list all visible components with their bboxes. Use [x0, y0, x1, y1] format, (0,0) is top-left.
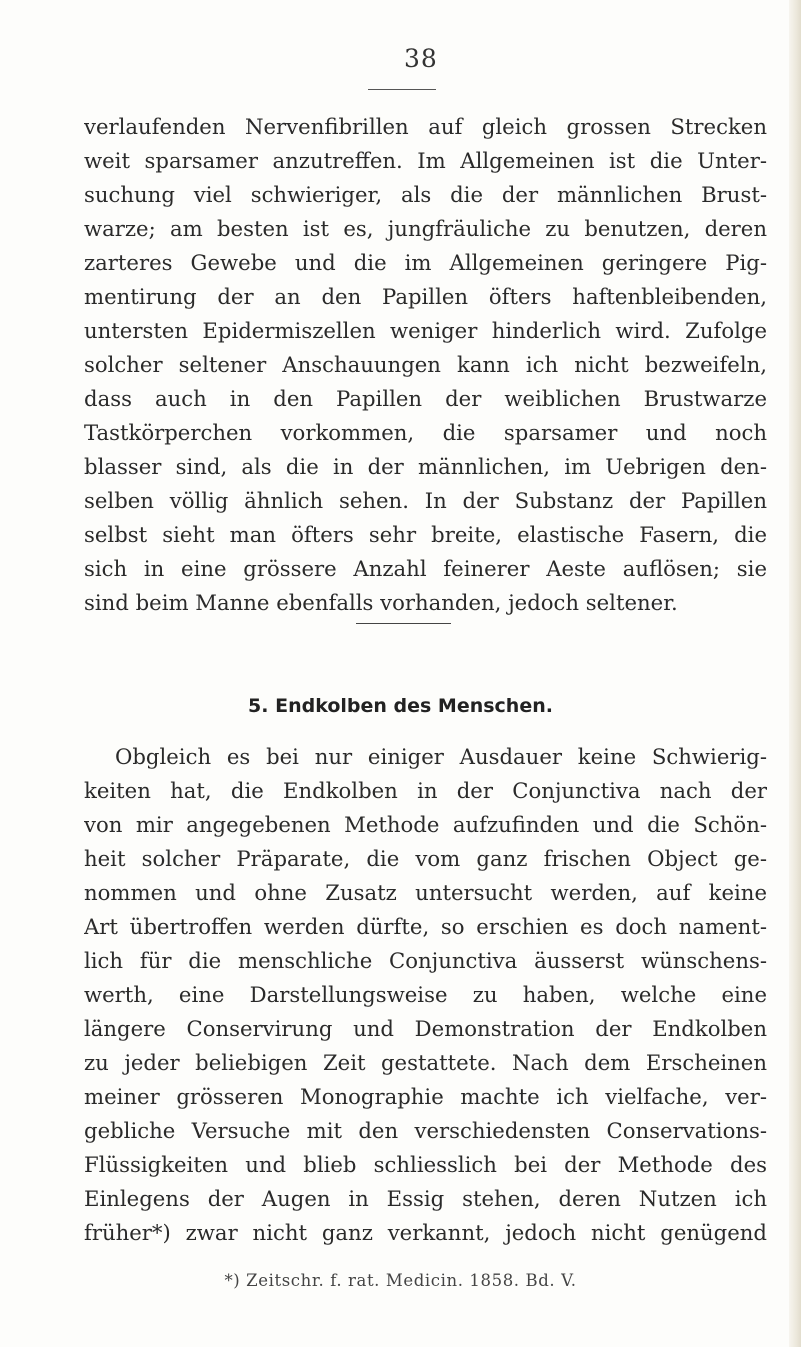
text-line: meiner grösseren Monographie machte ich vielfache, ver-: [84, 1084, 767, 1109]
text-line: sich in eine grössere Anzahl feinerer Aeste auflösen; sie: [84, 556, 767, 581]
text-line: weit sparsamer anzutreffen. Im Allgemeinen ist die Unter-: [84, 148, 767, 173]
text-line: heit solcher Präparate, die vom ganz frischen Object ge-: [84, 846, 767, 871]
text-line: solcher seltener Anschauungen kann ich nicht bezweifeln,: [84, 352, 767, 377]
text-line: Art übertroffen werden dürfte, so erschien es doch nament-: [84, 914, 767, 939]
text-line: Einlegens der Augen in Essig stehen, deren Nutzen ich: [84, 1186, 767, 1211]
text-line: mentirung der an den Papillen öfters haftenbleibenden,: [84, 284, 767, 309]
text-line: selben völlig ähnlich sehen. In der Substanz der Papillen: [84, 488, 767, 513]
text-line: nommen und ohne Zusatz untersucht werden, auf keine: [84, 880, 767, 905]
text-line: Flüssigkeiten und blieb schliesslich bei der Methode des: [84, 1152, 767, 1177]
text-line: Tastkörperchen vorkommen, die sparsamer und noch: [84, 420, 767, 445]
text-line: früher*) zwar nicht ganz verkannt, jedoch nicht genügend: [84, 1220, 767, 1245]
text-line: von mir angegebenen Methode aufzufinden und die Schön-: [84, 812, 767, 837]
text-line: werth, eine Darstellungsweise zu haben, welche eine: [84, 982, 767, 1007]
text-line: zu jeder beliebigen Zeit gestattete. Nach dem Erscheinen: [84, 1050, 767, 1075]
text-line: längere Conservirung und Demonstration der Endkolben: [84, 1016, 767, 1041]
text-line: selbst sieht man öfters sehr breite, elastische Fasern, die: [84, 522, 767, 547]
text-line: dass auch in den Papillen der weiblichen Brustwarze: [84, 386, 767, 411]
section-divider: [356, 623, 451, 624]
text-line: warze; am besten ist es, jungfräuliche zu benutzen, deren: [84, 216, 767, 241]
text-line: suchung viel schwieriger, als die der männlichen Brust-: [84, 182, 767, 207]
text-line: lich für die menschliche Conjunctiva äusserst wünschens-: [84, 948, 767, 973]
page-edge-shadow: [789, 0, 801, 1347]
section-heading: 5. Endkolben des Menschen.: [248, 695, 553, 717]
text-line: gebliche Versuche mit den verschiedensten Conservations-: [84, 1118, 767, 1143]
text-line: keiten hat, die Endkolben in der Conjunctiva nach der: [84, 778, 767, 803]
text-line: untersten Epidermiszellen weniger hinderlich wird. Zufolge: [84, 318, 767, 343]
text-line: zarteres Gewebe und die im Allgemeinen geringere Pig-: [84, 250, 767, 275]
page-number: 38: [404, 44, 438, 73]
page-number-underline: [368, 89, 436, 90]
text-line: sind beim Manne ebenfalls vorhanden, jedoch seltener.: [84, 590, 678, 615]
footnote: *) Zeitschr. f. rat. Medicin. 1858. Bd. V.: [224, 1271, 577, 1290]
paragraph-2: [84, 740, 767, 1250]
text-line: verlaufenden Nervenfibrillen auf gleich grossen Strecken: [84, 114, 767, 139]
text-line: blasser sind, als die in der männlichen, im Uebrigen den-: [84, 454, 767, 479]
text-line: Obgleich es bei nur einiger Ausdauer keine Schwierig-: [115, 744, 767, 769]
paragraph-1: [84, 110, 767, 620]
